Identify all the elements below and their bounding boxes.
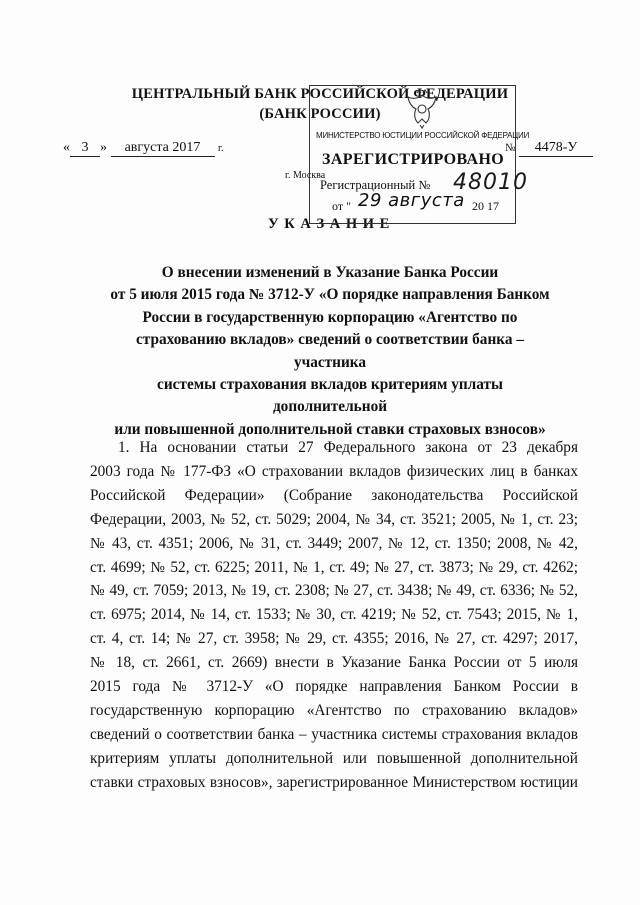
body-line: 2015 года № 3712-У «О порядке направления Банком России в — [90, 678, 578, 696]
number-value: 4478-У — [519, 140, 593, 157]
date-quote-open: « — [63, 140, 70, 155]
document-type: У К А З А Н И Е — [268, 216, 391, 232]
body-line: 1. На основании статьи 27 Федерального закона от 23 декабря — [118, 439, 578, 456]
document-date — [63, 140, 223, 157]
body-line: 2003 года № 177-ФЗ «О страховании вкладов физических лиц в банках — [90, 462, 578, 480]
bank-short-name: (БАНК РОССИИ) — [259, 106, 381, 122]
stamp-year: 20 17 — [472, 199, 499, 213]
body-line: ст. 4, ст. 14; № 27, ст. 3958; № 29, ст. 4355; 2016, № 27, ст. 4297; 2017, — [90, 630, 578, 648]
body-line: Федерации, 2003, № 52, ст. 5029; 2004, № 34, ст. 3521; 2005, № 1, ст. 23; — [90, 510, 578, 528]
stamp-reg-number: 48010 — [453, 170, 528, 195]
stamp-reg-number-label: Регистрационный № — [320, 178, 431, 192]
registration-stamp — [309, 85, 530, 224]
stamp-registered: ЗАРЕГИСТРИРОВАНО — [322, 151, 505, 168]
stamp-ministry: МИНИСТЕРСТВО ЮСТИЦИИ РОССИЙСКОЙ ФЕДЕРАЦИИ — [316, 131, 530, 140]
date-year-suffix: г. — [218, 143, 224, 154]
title-line: О внесении изменений в Указание Банка России — [161, 264, 499, 281]
city: г. Москва — [285, 170, 326, 181]
body-line: критериям уплаты дополнительной или повышенной дополнительной — [90, 749, 578, 767]
document-number — [505, 140, 593, 157]
bank-name: ЦЕНТРАЛЬНЫЙ БАНК РОССИЙСКОЙ ФЕДЕРАЦИИ — [131, 86, 509, 102]
body-line: № 49, ст. 7059; 2013, № 19, ст. 2308; № 27, ст. 3438; № 49, ст. 6336; № 52, — [90, 582, 578, 600]
date-month-year: августа 2017 — [111, 140, 215, 157]
body-line: ставки страховых взносов», зарегистрированное Министерством юстиции — [90, 773, 578, 791]
title-line: России в государственную корпорацию «Агентство по — [142, 308, 518, 326]
date-day: 3 — [70, 140, 100, 157]
body-line: ст. 4699; № 52, ст. 6225; 2011, № 1, ст. 49; № 27, ст. 3873; № 29, ст. 4262; — [90, 558, 578, 576]
title-line: системы страхования вкладов критериям уплаты дополнительной — [157, 376, 503, 416]
body-line: № 18, ст. 2661, ст. 2669) внести в Указание Банка России от 5 июля — [90, 654, 578, 672]
body-line: ст. 6975; 2014, № 14, ст. 1533; № 30, ст. 4219; № 52, ст. 7543; 2015, № 1, — [90, 606, 578, 624]
stamp-date-prefix: от " — [332, 199, 351, 213]
emblem-icon — [400, 89, 444, 129]
title-line: страхованию вкладов» сведений о соответствии банка – участника — [136, 331, 524, 371]
stamp-date-value: 29 августа — [358, 190, 465, 211]
body-line: Российской Федерации» (Собрание законодательства Российской — [90, 486, 578, 504]
body-line: сведений о соответствии банка – участника системы страхования вкладов — [90, 725, 578, 743]
title-line: или повышенной дополнительной ставки страховых взносов» — [114, 420, 546, 438]
number-sign: № — [505, 142, 516, 154]
body-line: государственную корпорацию «Агентство по страхованию вкладов» — [90, 701, 578, 719]
body-line: № 43, ст. 4351; 2006, № 31, ст. 3449; 2007, № 12, ст. 1350; 2008, № 42, — [90, 534, 578, 552]
body-paragraph — [90, 436, 578, 795]
date-quote-close: » — [100, 140, 107, 155]
document-title — [100, 262, 560, 441]
title-line: от 5 июля 2015 года № 3712-У «О порядке направления Банком — [110, 286, 550, 304]
